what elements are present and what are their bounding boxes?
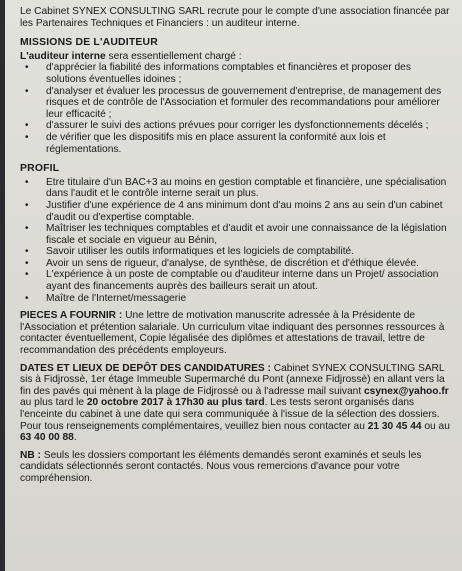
profil-list: [20, 177, 452, 305]
list-item: [20, 258, 452, 270]
list-item: [20, 86, 452, 121]
bullet-icon: •: [25, 269, 29, 281]
phone-2: 63 40 00 88: [20, 432, 74, 444]
dates-text: ou au: [421, 420, 450, 432]
bullet-icon: •: [25, 176, 29, 188]
list-item-text: d'apprécier la fiabilité des informations comptables et financières et proposer des solutions éventuelles idoines ;: [46, 62, 411, 85]
deadline: 20 octobre 2017 à 17h30 au plus tard: [86, 397, 265, 409]
missions-heading: MISSIONS DE L'AUDITEUR: [20, 37, 158, 49]
list-item: [20, 223, 452, 246]
list-item-text: L'expérience à un poste de comptable ou d'auditeur interne dans un Projet/ association ayant des financements auprès des bailleurs serait un atout.: [46, 269, 439, 293]
bullet-icon: •: [25, 85, 29, 97]
dates-heading: DATES ET LIEUX DE DEPÔT DES CANDIDATURES :: [20, 362, 271, 374]
list-item-text: d'analyser et évaluer les processus de gouvernement d'entreprise, de management des risques et de contrôle de l'Association et formuler des recommandations pour améliorer leur efficacité ;: [46, 85, 442, 120]
bullet-icon: •: [25, 199, 29, 211]
list-item: [20, 62, 452, 85]
list-item: [20, 120, 452, 132]
dates-text: .: [73, 432, 77, 444]
pieces-text: Une lettre de motivation manuscrite adressée à la Présidente de l'Association et prétention salariale. Un curriculum vitae indiquant des personnes ressources à contacter éventuellement, Copie légalisée des diplômes et attestations de travail, lettre de recommandation des précédents employeurs.: [20, 310, 445, 357]
nb-text: Seuls les dossiers comportant les éléments demandés seront examinés et seuls les candidats sélectionnés seront contactés. Nous vous remercions d'avance pour votre compréhension.: [20, 449, 422, 484]
dates-text: Cabinet SYNEX CONSULTING SARL sis à Fidjrossè, 1er étage Immeuble Supermarché du Pont (annexe Fidjrossè) en allant vers la fin des pavés qui mènent à la plage de Fidjrossè ou à l'adresse mail suivant: [20, 362, 445, 397]
bullet-icon: •: [25, 292, 29, 304]
dates-text: . Les tests seront organisés dans l'enceinte du cabinet à une date qui sera communiquée à l'issue de la sélection des dossiers. Pour tous renseignements complémentaires, veuillez bien nous contacter au: [20, 397, 440, 432]
nb-paragraph: [20, 450, 452, 485]
list-item-text: Avoir un sens de rigueur, d'analyse, de synthèse, de discrétion et d'éthique élevée.: [46, 257, 419, 269]
bullet-icon: •: [25, 223, 29, 235]
bullet-icon: •: [25, 62, 29, 74]
missions-list: [20, 62, 452, 155]
phone-1: 21 30 45 44: [367, 420, 422, 432]
list-item: [20, 177, 452, 200]
intro-paragraph: Le Cabinet SYNEX CONSULTING SARL recrute pour le compte d'une association financée par les Partenaires Techniques et Financiers : un auditeur interne.: [20, 6, 450, 29]
profil-heading: PROFIL: [20, 163, 60, 175]
pieces-paragraph: [20, 310, 452, 356]
nb-heading: NB :: [20, 449, 41, 461]
list-item: [20, 132, 452, 155]
list-item: [20, 200, 452, 223]
bullet-icon: •: [25, 257, 29, 269]
missions-intro-rest: sera essentiellement chargé :: [105, 50, 242, 62]
list-item-text: Maître de l'Internet/messagerie: [46, 292, 187, 304]
bleed-through-text: [300, 0, 462, 40]
list-item-text: Etre titulaire d'un BAC+3 au moins en gestion comptable et financière, une spécialisation dans l'audit et le contrôle interne serait un plus.: [46, 176, 447, 200]
list-item-text: Justifier d'une expérience de 4 ans minimum dont d'au moins 2 ans au sein d'un cabinet d'audit ou d'expertise comptable.: [46, 199, 443, 223]
contact-email: csynex@yahoo.fr: [364, 385, 449, 397]
list-item: [20, 293, 452, 305]
list-item-text: de vérifier que les dispositifs mis en place assurent la conformité aux lois et réglementations.: [46, 131, 386, 155]
dates-paragraph: [20, 363, 452, 444]
bullet-icon: •: [25, 246, 29, 258]
list-item: [20, 269, 452, 292]
list-item-text: Savoir utiliser les outils informatiques et les logiciels de comptabilité.: [46, 246, 355, 258]
list-item-text: d'assurer le suivi des actions prévues pour corriger les dysfonctionnements décelés ;: [46, 120, 429, 132]
dates-text: au plus tard le: [20, 397, 87, 409]
missions-intro-bold: L'auditeur interne: [20, 50, 106, 62]
list-item-text: Maîtriser les techniques comptables et d'audit et avoir une connaissance de la législation fiscale et sociale en vigueur au Bénin,: [46, 223, 447, 246]
missions-intro: [20, 51, 452, 63]
page-edge-shadow: [0, 0, 5, 571]
pieces-heading: PIECES A FOURNIR :: [20, 310, 123, 322]
list-item: [20, 246, 452, 258]
bullet-icon: •: [25, 120, 29, 132]
bullet-icon: •: [25, 131, 29, 143]
